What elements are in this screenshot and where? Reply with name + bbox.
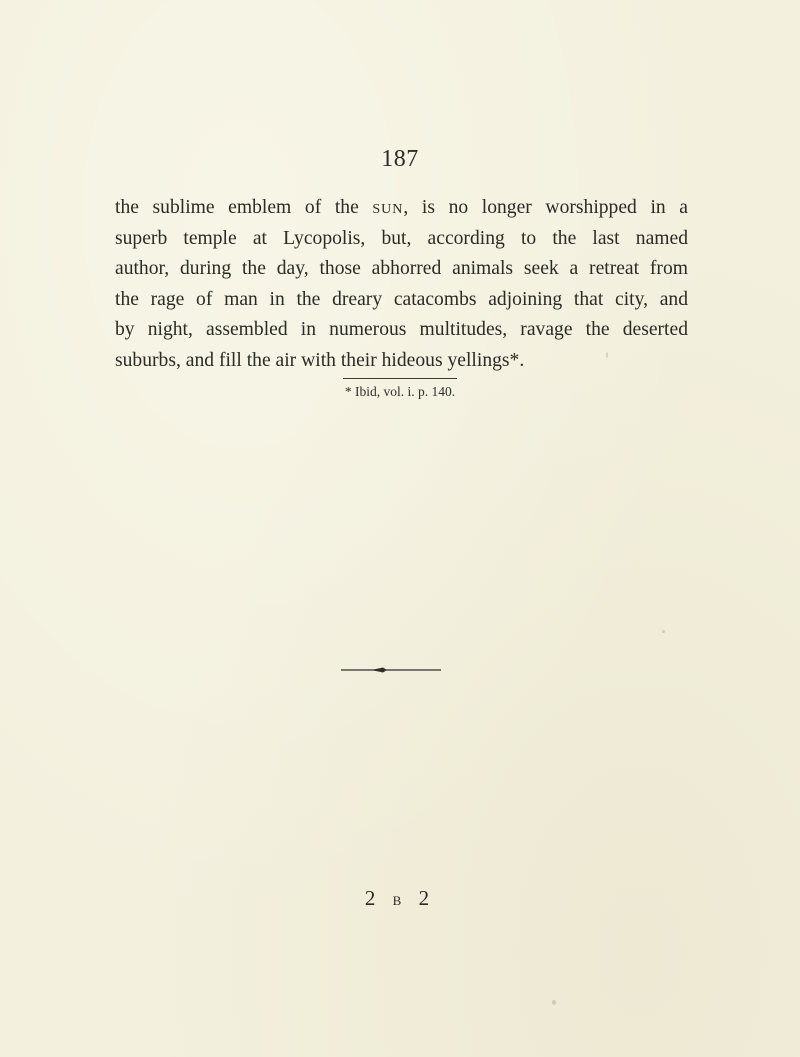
paper-speck: [606, 352, 608, 358]
body-line: suburbs, and fill the air with their hideous yellings*.: [115, 349, 525, 371]
footnote: * Ibid, vol. i. p. 140.: [344, 384, 456, 399]
body-line: superb temple at Lycopolis, but, according to the last named: [115, 227, 688, 249]
body-line: by night, assembled in numerous multitudes, ravage the deserted: [115, 319, 688, 341]
printer-signature-mark: [0, 886, 800, 911]
signature-number: 2: [364, 886, 382, 910]
paper-speck: [552, 1000, 556, 1005]
body-line-text: the sublime emblem of the: [115, 197, 373, 218]
paper-speck: [662, 630, 665, 633]
small-caps-word: sun: [372, 197, 404, 218]
body-line: the rage of man in the dreary catacombs adjoining that city, and: [115, 288, 688, 310]
signature-number: 2: [418, 886, 436, 910]
section-ornament-icon: [341, 664, 441, 676]
body-line: [115, 193, 688, 224]
body-line-text: , is no longer worshipped in a: [403, 197, 688, 218]
footnote-divider: [343, 378, 457, 379]
body-line: author, during the day, those abhorred animals seek a retreat from: [115, 258, 688, 280]
page-number: 187: [381, 146, 419, 172]
signature-letter: B: [392, 893, 408, 908]
ornament-diamond: [371, 668, 387, 673]
body-paragraph: [115, 193, 688, 377]
